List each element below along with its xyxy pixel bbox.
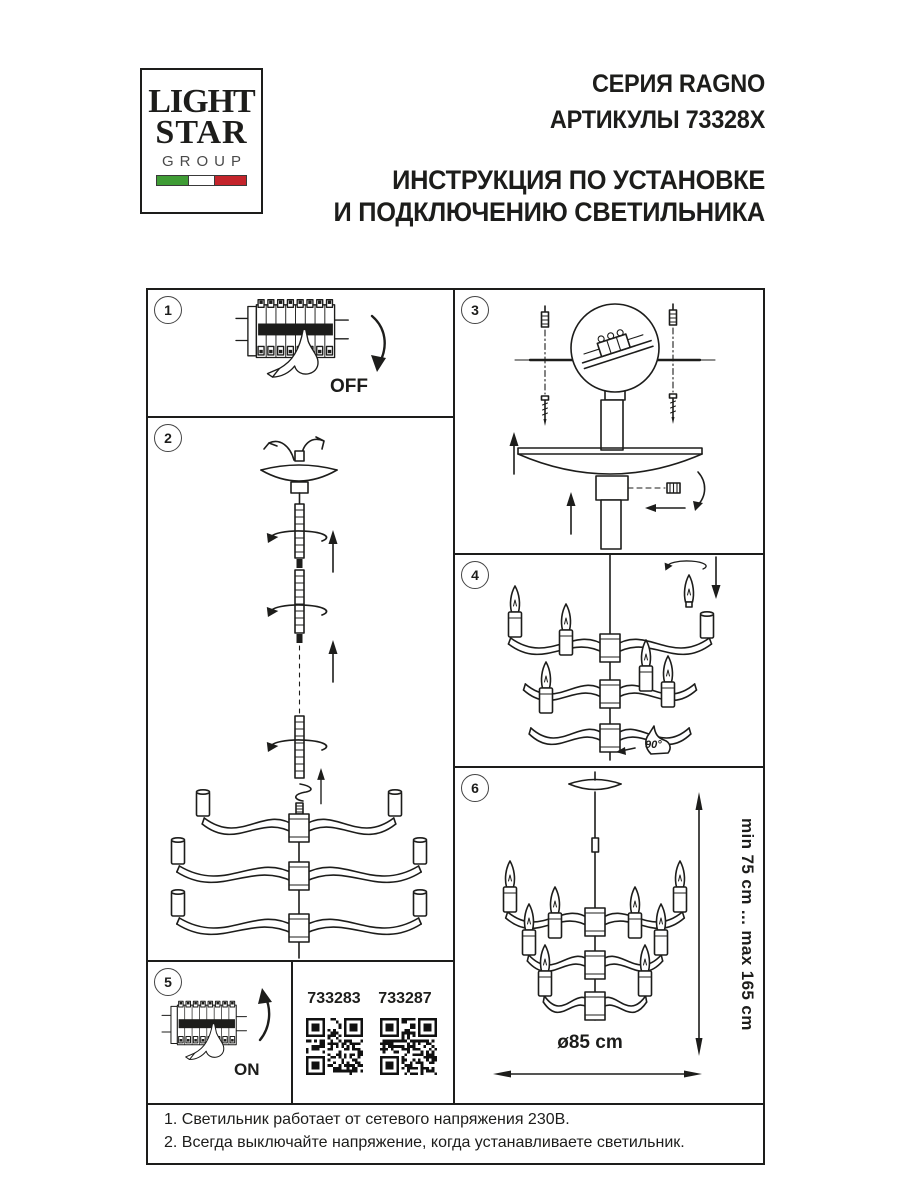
qr-code-2 [380, 1018, 437, 1075]
tier-1 [508, 586, 713, 662]
flag-white-stripe [188, 176, 214, 185]
on-label: ON [234, 1060, 260, 1079]
off-label: OFF [330, 376, 368, 397]
note-power-off: 2. Всегда выключайте напряжение, когда устанавливаете светильник. [164, 1134, 685, 1151]
rod-assembly-diagram [148, 418, 453, 960]
step-5-badge: 5 [154, 968, 182, 996]
diameter-dimension-arrow [493, 1071, 702, 1078]
step-3-badge: 3 [461, 296, 489, 324]
logo-light: LIGHT [148, 83, 255, 120]
logo-group: GROUP [161, 152, 247, 170]
step-4-badge: 4 [461, 561, 489, 589]
step-2-badge: 2 [154, 424, 182, 452]
italian-flag [156, 175, 247, 186]
note-voltage: 1. Светильник работает от сетевого напряжения 230В. [164, 1111, 570, 1128]
step-3-panel [453, 288, 765, 555]
breaker-off-diagram [148, 290, 453, 416]
height-dimension-arrow [696, 792, 703, 1056]
bulb-installation-diagram [455, 555, 763, 766]
flag-green-stripe [157, 176, 188, 185]
step-4-panel [453, 553, 765, 768]
qr-code-1 [306, 1018, 363, 1075]
step-2-panel [146, 416, 455, 962]
logo-star: STAR [155, 114, 248, 152]
flag-red-stripe [215, 176, 246, 185]
article-number-1: 733283 [307, 990, 361, 1007]
articles-title: АРТИКУЛЫ 73328X [549, 106, 765, 134]
height-range-label: min 75 cm ... max 165 cm [738, 817, 757, 1031]
series-title: СЕРИЯ RAGNO [591, 70, 765, 98]
instruction-title-line1: ИНСТРУКЦИЯ ПО УСТАНОВКЕ [392, 165, 765, 195]
lightstar-logo [140, 68, 263, 214]
canopy-mounting-diagram [455, 290, 763, 553]
tier-1 [197, 790, 402, 842]
qr-codes-panel [291, 960, 455, 1105]
step-1-panel [146, 288, 455, 418]
rotation-angle-label: 90° [645, 739, 662, 751]
step-5-panel [146, 960, 293, 1105]
document-header [334, 70, 765, 228]
step-1-badge: 1 [154, 296, 182, 324]
step-6-panel [453, 766, 765, 1105]
step-6-badge: 6 [461, 774, 489, 802]
instruction-title-line2: И ПОДКЛЮЧЕНИЮ СВЕТИЛЬНИКА [333, 197, 765, 227]
diameter-label: ø85 cm [557, 1032, 623, 1053]
article-number-2: 733287 [378, 990, 432, 1007]
safety-notes-panel [146, 1103, 765, 1165]
set-screw [667, 483, 680, 493]
